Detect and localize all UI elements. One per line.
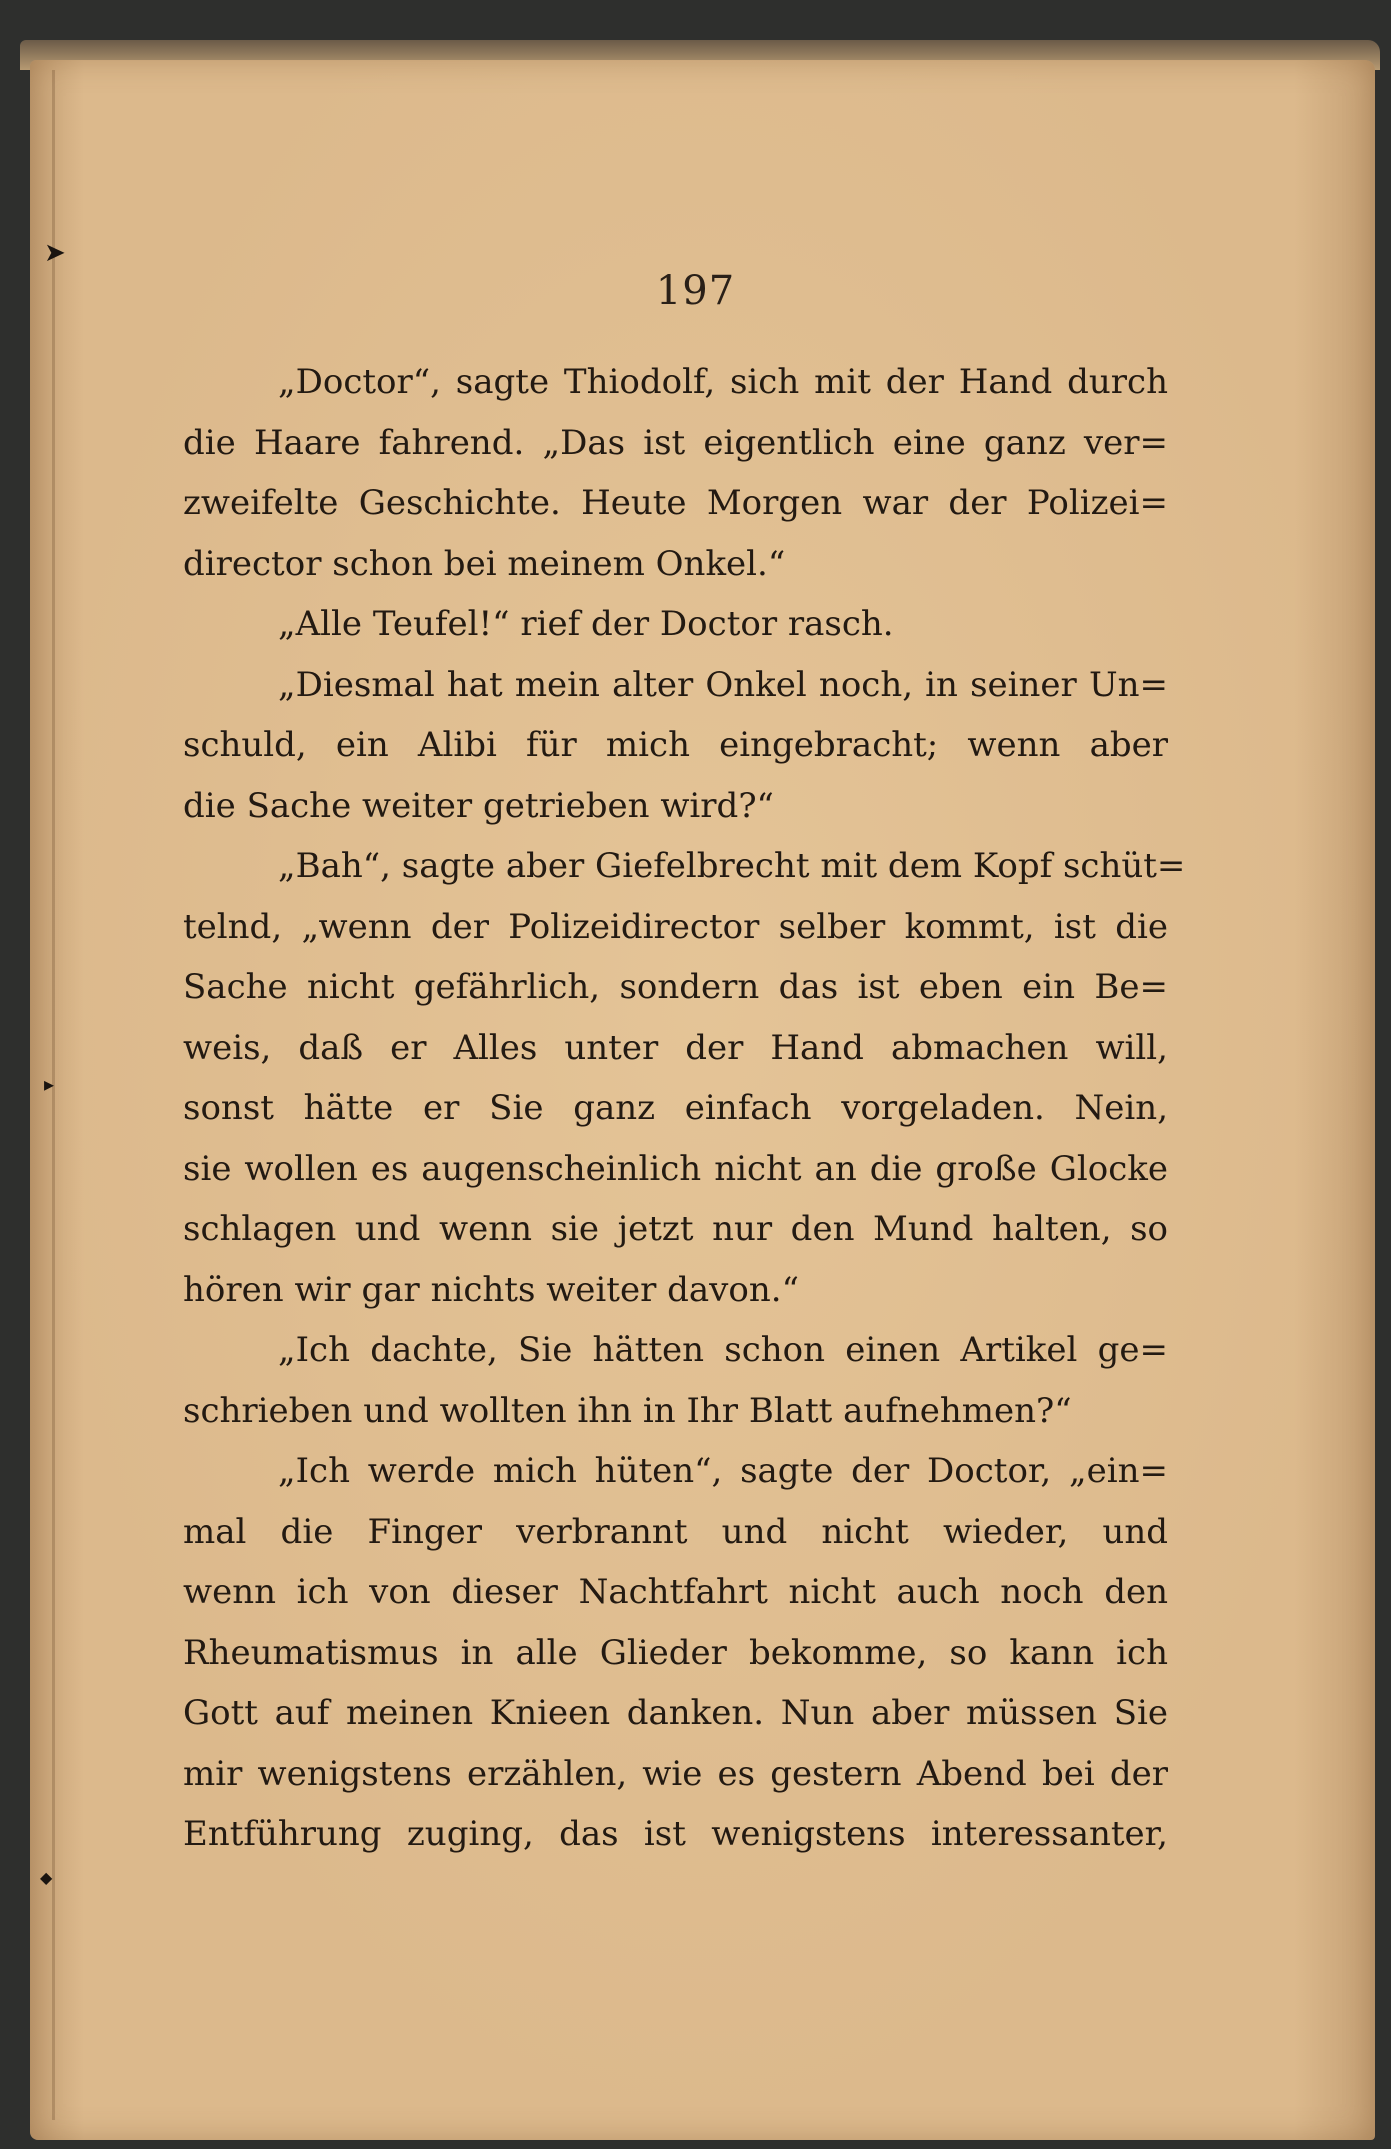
page-number: 197 <box>655 268 736 314</box>
text-line: sie wollen es augenscheinlich nicht an die große Glocke <box>183 1148 1168 1189</box>
text-line: Sache nicht gefährlich, sondern das ist eben ein Be= <box>183 967 1168 1007</box>
text-line: „Ich dachte, Sie hätten schon einen Artikel ge= <box>278 1330 1168 1370</box>
text-line: „Bah“, sagte aber Giefelbrecht mit dem Kopf schüt= <box>278 846 1186 886</box>
text-line: „Ich werde mich hüten“, sagte der Doctor, „ein= <box>278 1451 1168 1491</box>
text-line: Gott auf meinen Knieen danken. Nun aber müssen Sie <box>183 1693 1168 1733</box>
text-line: schlagen und wenn sie jetzt nur den Mund halten, so <box>183 1209 1168 1249</box>
text-line: die Sache weiter getrieben wird?“ <box>183 785 774 826</box>
text-line: hören wir gar nichts weiter davon.“ <box>183 1269 799 1310</box>
text-line: director schon bei meinem Onkel.“ <box>183 543 786 584</box>
text-line: schrieben und wollten ihn in Ihr Blatt aufnehmen?“ <box>183 1390 1072 1431</box>
text-line: die Haare fahrend. „Das ist eigentlich eine ganz ver= <box>183 422 1168 463</box>
text-line: weis, daß er Alles unter der Hand abmachen will, <box>183 1027 1168 1068</box>
margin-mark-arrow: ➤ <box>44 238 66 268</box>
text-line: Rheumatismus in alle Glieder bekomme, so kann ich <box>183 1632 1168 1673</box>
text-line: „Doctor“, sagte Thiodolf, sich mit der Hand durch <box>278 362 1168 402</box>
text-line: „Alle Teufel!“ rief der Doctor rasch. <box>278 604 894 644</box>
margin-mark-dot: ◆ <box>40 1868 53 1887</box>
text-line: „Diesmal hat mein alter Onkel noch, in seiner Un= <box>278 664 1168 705</box>
margin-mark-arrow: ▸ <box>44 1072 55 1096</box>
text-line: sonst hätte er Sie ganz einfach vorgeladen. Nein, <box>183 1088 1168 1128</box>
text-line: wenn ich von dieser Nachtfahrt nicht auch noch den <box>183 1572 1168 1612</box>
text-line: mir wenigstens erzählen, wie es gestern Abend bei der <box>183 1753 1168 1794</box>
text-line: schuld, ein Alibi für mich eingebracht; wenn aber <box>183 725 1168 765</box>
body-text <box>183 352 1186 1865</box>
text-line: zweifelte Geschichte. Heute Morgen war der Polizei= <box>183 483 1168 523</box>
text-line: mal die Finger verbrannt und nicht wieder, und <box>183 1511 1168 1552</box>
text-line: telnd, „wenn der Polizeidirector selber kommt, ist die <box>183 906 1168 947</box>
text-line: Entführung zuging, das ist wenigstens interessanter, <box>183 1814 1168 1854</box>
